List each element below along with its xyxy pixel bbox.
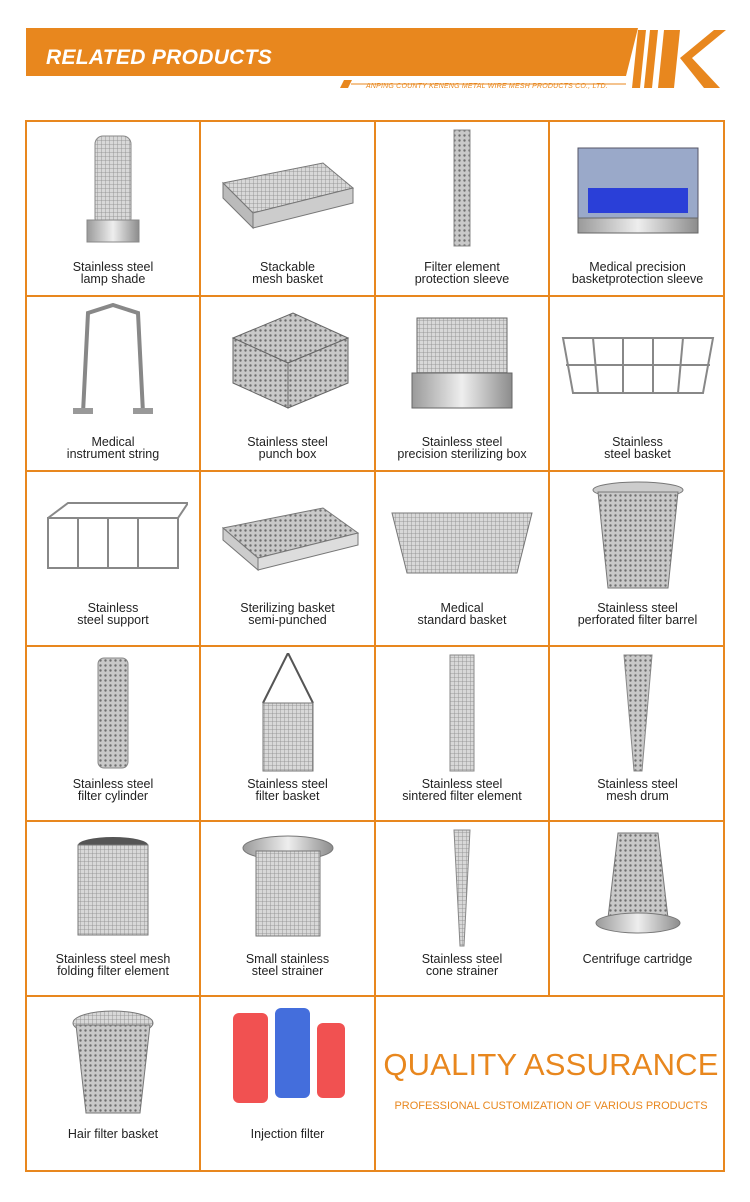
product-caption: [201, 1128, 374, 1140]
company-logo: [630, 28, 726, 90]
product-caption: [201, 953, 374, 977]
punch-box-icon: [201, 303, 374, 423]
protection-sleeve-icon: [376, 128, 548, 248]
company-name: ANPING COUNTY KENENG METAL WIRE MESH PRODUCTS CO., LTD.: [366, 83, 608, 90]
product-card[interactable]: [550, 122, 725, 297]
product-card[interactable]: [27, 122, 201, 297]
product-caption: [550, 602, 725, 626]
product-name-line2: precision sterilizing box: [397, 447, 527, 461]
product-name-line2: punch box: [258, 447, 317, 461]
product-name-line2: mesh drum: [606, 789, 669, 803]
product-caption: [201, 778, 374, 802]
filter-basket-icon: [201, 653, 374, 773]
product-name-line1: Medical precision: [589, 260, 686, 274]
header-banner: [26, 28, 638, 90]
mesh-drum-icon: [550, 653, 725, 773]
product-card[interactable]: [376, 122, 550, 297]
product-caption: [376, 953, 548, 977]
hair-filter-icon: [27, 1003, 199, 1123]
product-name-line1: Centrifuge cartridge: [582, 952, 693, 966]
product-name-line2: lamp shade: [80, 272, 146, 286]
product-name-line2: perforated filter barrel: [577, 613, 698, 627]
instrument-string-icon: [27, 303, 199, 423]
quality-assurance-block: [377, 997, 725, 1172]
product-card[interactable]: [550, 472, 725, 647]
product-caption: [550, 953, 725, 965]
quality-title: QUALITY ASSURANCE: [383, 1047, 719, 1082]
product-name-line1: Stainless: [87, 601, 139, 615]
product-name-line2: standard basket: [417, 613, 507, 627]
product-name-line2: protection sleeve: [414, 272, 510, 286]
product-card[interactable]: [376, 822, 550, 997]
product-name-line2: folding filter element: [57, 964, 169, 978]
product-name-line2: instrument string: [66, 447, 160, 461]
filter-barrel-icon: [550, 478, 725, 598]
product-name-line2: steel basket: [604, 447, 671, 461]
product-name-line1: Stainless steel: [421, 952, 503, 966]
product-card[interactable]: [201, 472, 376, 647]
injection-filter-icon: [201, 1003, 374, 1123]
product-name-line1: Stainless: [612, 435, 663, 449]
product-name-line1: Filter element: [424, 260, 500, 274]
product-name-line1: Sterilizing basket: [240, 601, 335, 615]
product-caption: [550, 261, 725, 285]
product-name-line1: Stackable: [260, 260, 315, 274]
product-name-line2: basketprotection sleeve: [571, 272, 704, 286]
product-card[interactable]: [376, 647, 550, 822]
product-name-line2: cone strainer: [425, 964, 499, 978]
quality-subtitle: PROFESSIONAL CUSTOMIZATION OF VARIOUS PRODUCTS: [394, 1100, 708, 1112]
product-name-line1: Stainless steel: [247, 435, 328, 449]
lamp-shade-icon: [27, 128, 199, 248]
product-caption: [27, 602, 199, 626]
product-card[interactable]: [27, 822, 201, 997]
medical-basket-icon: [550, 128, 725, 248]
product-caption: [376, 436, 548, 460]
product-name-line1: Stainless steel: [72, 260, 154, 274]
product-name-line2: sintered filter element: [402, 789, 522, 803]
product-card[interactable]: [201, 122, 376, 297]
mesh-basket-icon: [201, 128, 374, 248]
product-card[interactable]: [27, 297, 201, 472]
product-name-line1: Stainless steel: [421, 777, 503, 791]
product-card[interactable]: [550, 647, 725, 822]
product-card[interactable]: [27, 647, 201, 822]
product-caption: [27, 953, 199, 977]
sintered-element-icon: [376, 653, 548, 773]
product-card[interactable]: [550, 297, 725, 472]
product-caption: [550, 778, 725, 802]
product-card[interactable]: [27, 472, 201, 647]
product-caption: [27, 778, 199, 802]
product-card[interactable]: [550, 822, 725, 997]
product-name-line1: Medical: [91, 435, 135, 449]
product-caption: [27, 1128, 199, 1140]
steel-basket-icon: [550, 303, 725, 423]
product-caption: [376, 261, 548, 285]
folding-filter-icon: [27, 828, 199, 948]
product-name-line2: filter basket: [255, 789, 320, 803]
product-card[interactable]: [376, 472, 550, 647]
product-caption: [376, 602, 548, 626]
product-name-line1: Medical: [440, 601, 484, 615]
sterilizing-basket-icon: [201, 478, 374, 598]
product-caption: [201, 436, 374, 460]
products-grid: [25, 120, 725, 1172]
product-caption: [376, 778, 548, 802]
product-name-line2: semi-punched: [248, 613, 327, 627]
cone-strainer-icon: [376, 828, 548, 948]
product-card[interactable]: [201, 647, 376, 822]
product-caption: [550, 436, 725, 460]
product-card[interactable]: [201, 297, 376, 472]
product-card[interactable]: [27, 997, 201, 1172]
product-caption: [201, 261, 374, 285]
product-name-line1: Stainless steel: [597, 601, 678, 615]
product-name-line1: Injection filter: [250, 1127, 325, 1141]
product-name-line1: Stainless steel: [597, 777, 678, 791]
product-name-line2: filter cylinder: [77, 789, 149, 803]
centrifuge-cartridge-icon: [550, 828, 725, 948]
product-name-line2: steel support: [77, 613, 149, 627]
product-card[interactable]: [201, 997, 376, 1172]
product-name-line1: Hair filter basket: [67, 1127, 159, 1141]
section-title: RELATED PRODUCTS: [46, 46, 273, 69]
product-name-line2: mesh basket: [252, 272, 323, 286]
product-name-line1: Stainless steel: [421, 435, 503, 449]
steel-support-icon: [27, 478, 199, 598]
small-strainer-icon: [201, 828, 374, 948]
product-card[interactable]: [201, 822, 376, 997]
product-caption: [27, 261, 199, 285]
product-name-line1: Stainless steel mesh: [55, 952, 171, 966]
sterilizing-box-icon: [376, 303, 548, 423]
product-name-line1: Stainless steel: [72, 777, 154, 791]
product-card[interactable]: [376, 297, 550, 472]
product-name-line2: steel strainer: [251, 964, 324, 978]
product-caption: [201, 602, 374, 626]
product-caption: [27, 436, 199, 460]
filter-cylinder-icon: [27, 653, 199, 773]
product-name-line1: Small stainless: [245, 952, 330, 966]
product-name-line1: Stainless steel: [247, 777, 328, 791]
standard-basket-icon: [376, 478, 548, 598]
